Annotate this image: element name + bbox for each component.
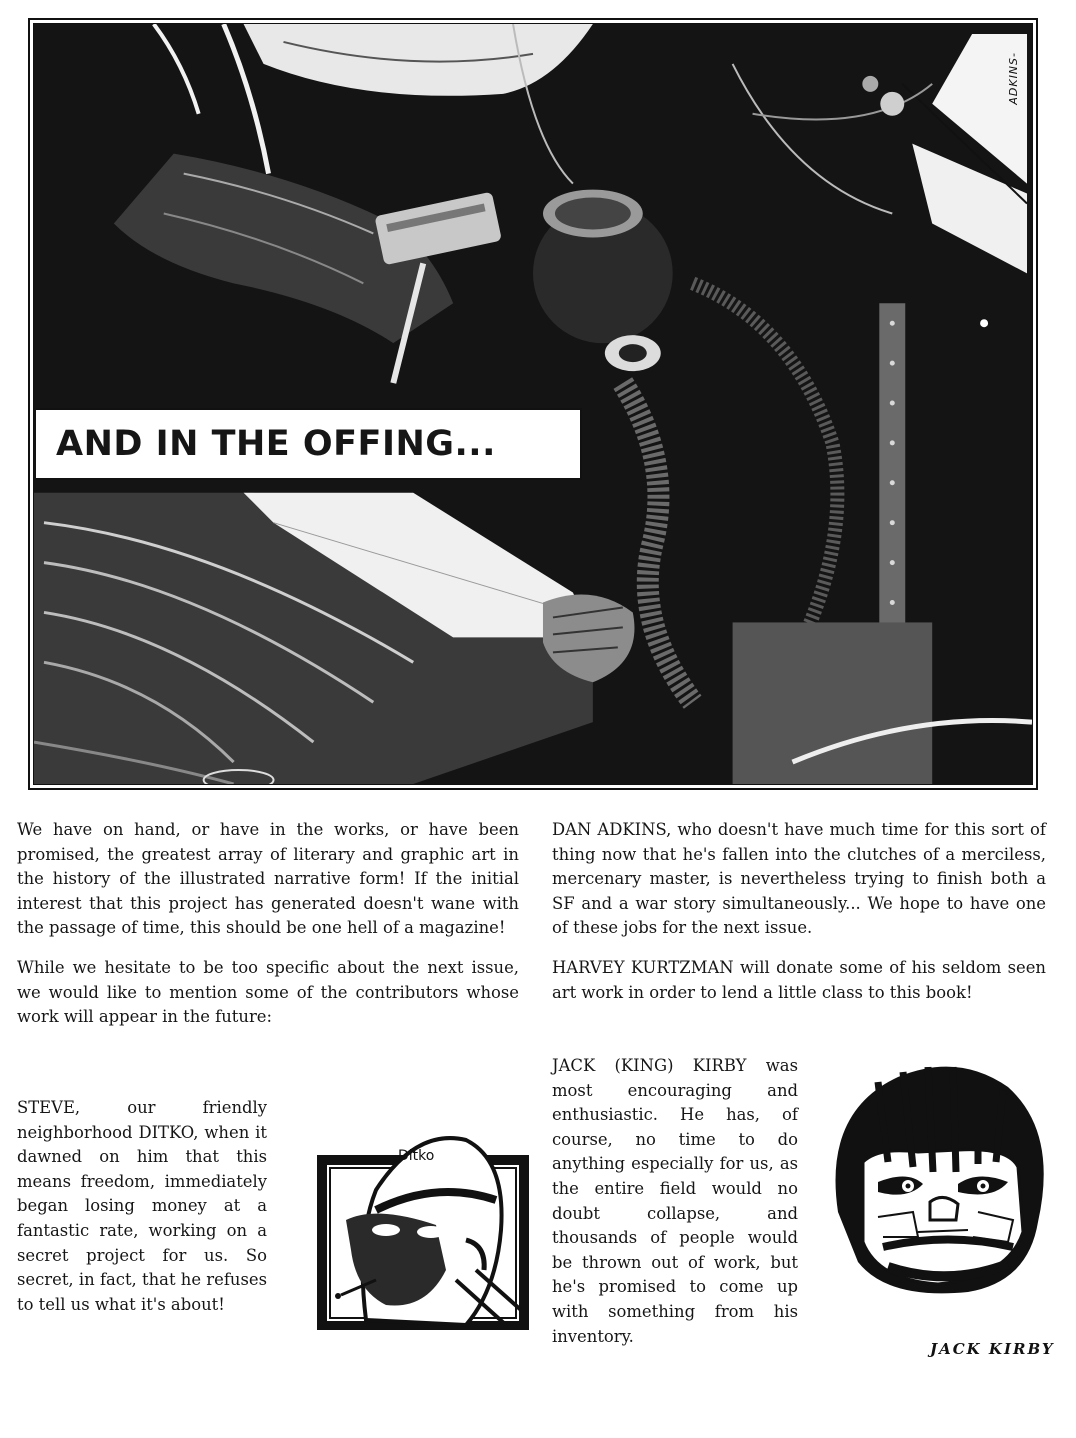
thing-caricature-icon: [818, 1052, 1054, 1302]
right-column: [552, 818, 1046, 1020]
kirby-paragraph-block: [552, 1054, 798, 1349]
intro-paragraph: We have on hand, or have in the works, or have been promised, the greatest array of literary and graphic art in the history of the illustrated narrative form! If the initial interest that this project has generated doesn't wane with the passage of time, this should be one hell of a magazine!: [17, 820, 519, 938]
contributors-intro-paragraph: While we hesitate to be too specific about the next issue, we would like to mention some of the contributors whose work will appear in the future:: [17, 957, 519, 1027]
ditko-paragraph: STEVE, our friendly neighborhood DITKO, when it dawned on him that this means freedom, immediately began losing money at a fantastic rate, working on a secret project for us. So secret, in fact, that he refuses to tell us what it's about!: [17, 1098, 267, 1314]
kirby-paragraph: JACK (KING) KIRBY was most encouraging and enthusiastic. He has, of course, no time to do anything especially for us, as the entire field would no doubt collapse, and thousands of people would be thrown out of work, but he's promised to come up with something from his inventory.: [552, 1056, 798, 1346]
kirby-thing-portrait: [818, 1052, 1054, 1302]
ditko-caricature-icon: [316, 1120, 530, 1330]
cockpit-illustration: [28, 18, 1038, 790]
artist-signature: ADKINS-: [1007, 52, 1020, 105]
left-column: [17, 818, 519, 1045]
ditko-label: Ditko: [398, 1148, 435, 1164]
illustration-art: [33, 23, 1033, 785]
ditko-paragraph-block: [17, 1096, 267, 1317]
kurtzman-paragraph: HARVEY KURTZMAN will donate some of his seldom seen art work in order to lend a little class to this book!: [552, 957, 1046, 1002]
cockpit-scene-art: [34, 24, 1032, 784]
title-banner: [36, 408, 582, 480]
kirby-signature: JACK KIRBY: [930, 1340, 1055, 1358]
adkins-paragraph: DAN ADKINS, who doesn't have much time for this sort of thing now that he's fallen into the clutches of a merciless, mercenary master, is nevertheless trying to finish both a SF and a war story simultaneously... We hope to have one of these jobs for the next issue.: [552, 820, 1046, 938]
ditko-portrait: [316, 1120, 530, 1330]
page-title: AND IN THE OFFING...: [56, 424, 496, 464]
